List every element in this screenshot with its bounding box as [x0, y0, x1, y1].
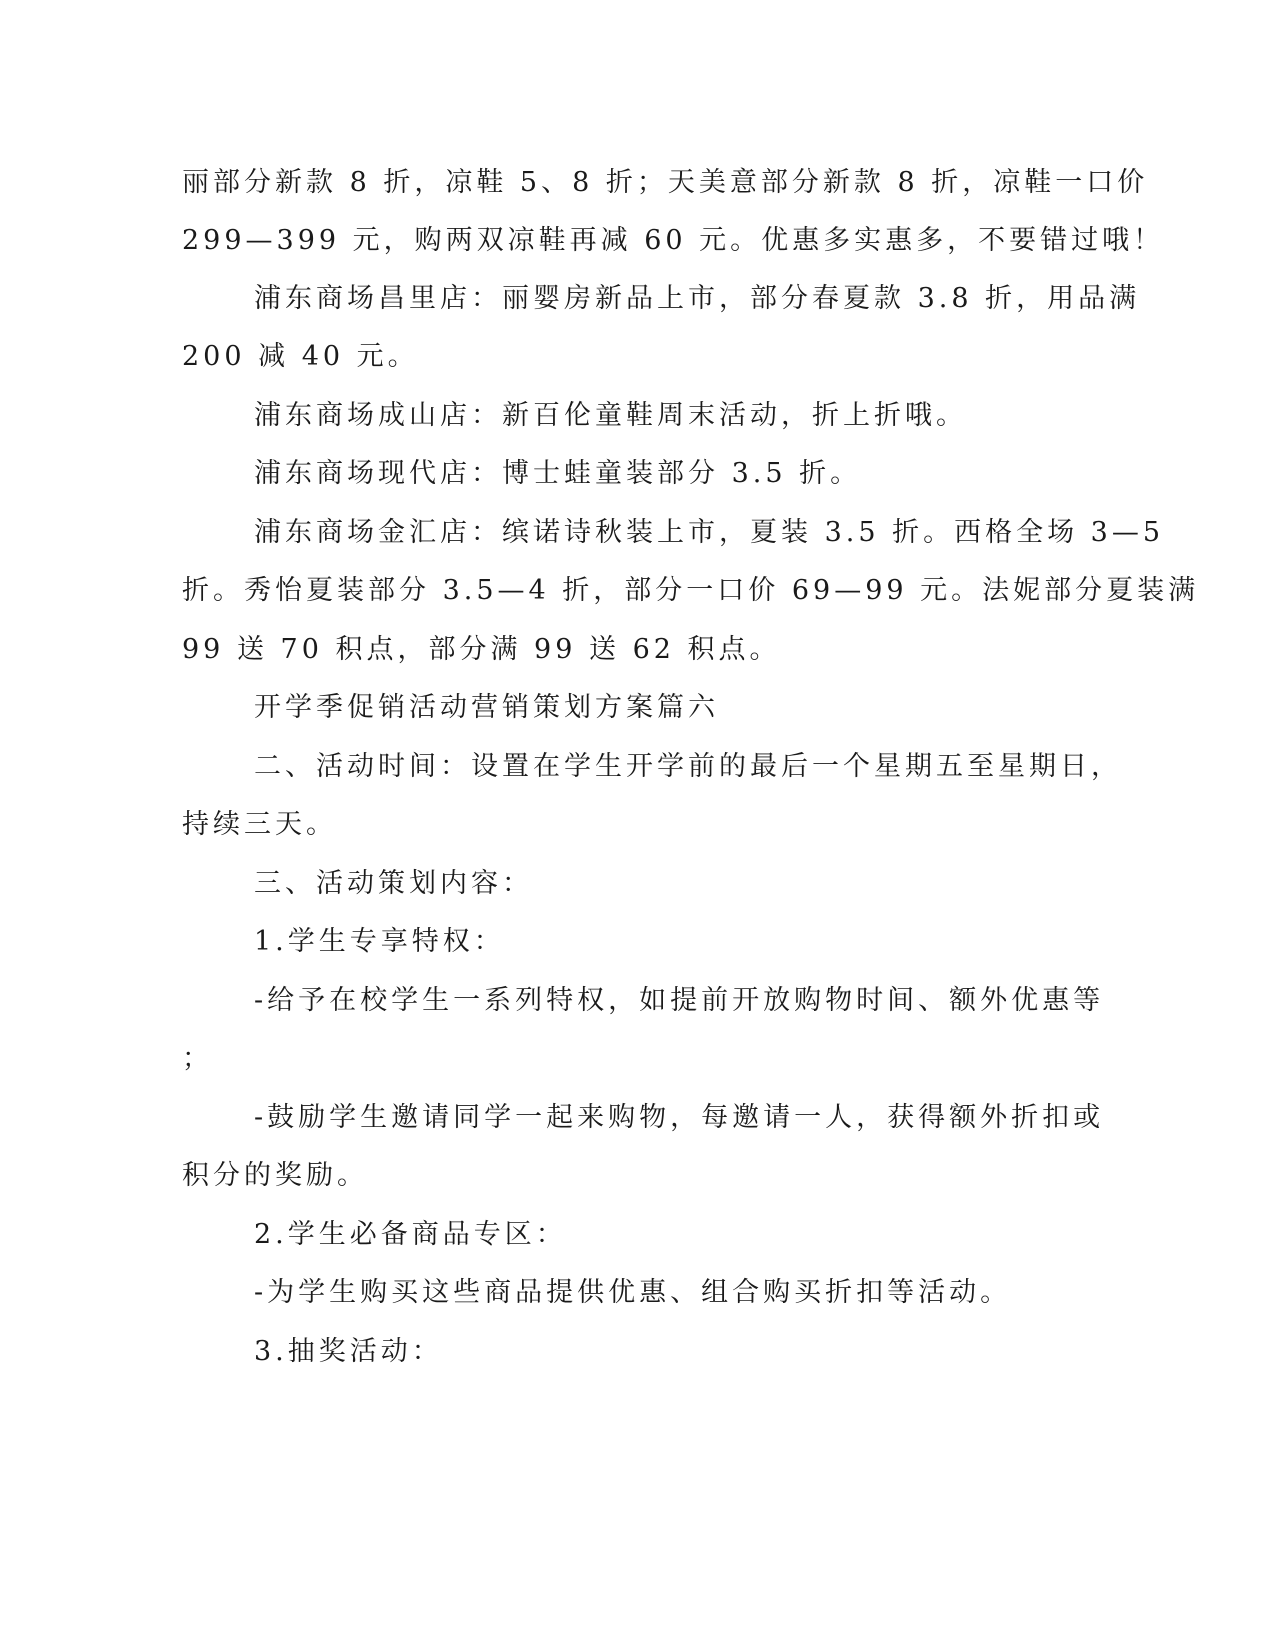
text-line: -给予在校学生一系列特权，如提前开放购物时间、额外优惠等 [254, 985, 1105, 1016]
section-heading: 开学季促销活动营销策划方案篇六 [254, 692, 719, 723]
text-line: 浦东商场金汇店：缤诺诗秋装上市，夏装 3.5 折。西格全场 3—5 [254, 517, 1165, 548]
text-line: 三、活动策划内容： [254, 868, 533, 899]
text-line: 浦东商场成山店：新百伦童鞋周末活动，折上折哦。 [254, 400, 967, 431]
text-line: 99 送 70 积点，部分满 99 送 62 积点。 [182, 634, 781, 665]
text-line: 1.学生专享特权： [254, 926, 505, 957]
text-line: 浦东商场现代店：博士蛙童装部分 3.5 折。 [254, 458, 862, 489]
text-line: 浦东商场昌里店：丽婴房新品上市，部分春夏款 3.8 折，用品满 [254, 283, 1141, 314]
text-line: 200 减 40 元。 [182, 341, 419, 372]
text-line: -鼓励学生邀请同学一起来购物，每邀请一人，获得额外折扣或 [254, 1102, 1105, 1133]
text-line: 积分的奖励。 [182, 1160, 368, 1191]
text-line: 折。秀怡夏装部分 3.5—4 折，部分一口价 69—99 元。法妮部分夏装满 [182, 575, 1200, 606]
text-line: 丽部分新款 8 折，凉鞋 5、8 折；天美意部分新款 8 折，凉鞋一口价 [182, 167, 1149, 198]
text-line: 2.学生必备商品专区： [254, 1219, 567, 1250]
text-line: ； [182, 1043, 213, 1074]
text-line: 299—399 元，购两双凉鞋再减 60 元。优惠多实惠多，不要错过哦！ [182, 225, 1165, 256]
text-line: 二、活动时间：设置在学生开学前的最后一个星期五至星期日， [254, 751, 1122, 782]
text-line: 3.抽奖活动： [254, 1336, 443, 1367]
text-line: -为学生购买这些商品提供优惠、组合购买折扣等活动。 [254, 1277, 1012, 1308]
text-line: 持续三天。 [182, 809, 337, 840]
